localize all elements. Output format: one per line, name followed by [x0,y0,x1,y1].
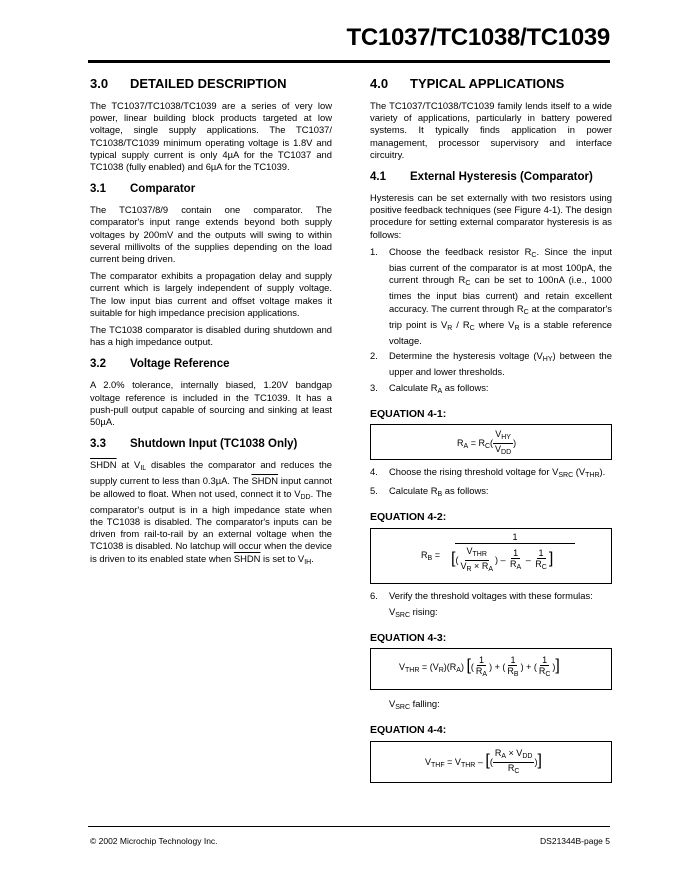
shdn-signal: SHDN [90,459,117,471]
symbol: V [516,747,523,758]
section-heading [90,76,332,91]
operator: = [470,437,476,448]
section-number: 3.0 [90,76,109,91]
subscript: C [545,671,551,679]
equation-body [457,429,516,458]
vsrc-falling-label [370,698,612,714]
list-item [370,590,612,602]
section-title: External Hysteresis (Comparator) [410,171,593,184]
bracket: ] [555,657,560,675]
text: Verify the threshold voltages with these formulas: [389,589,593,601]
text: Calculate R [389,485,438,497]
header-rule [88,60,610,63]
footer-page-number: DS21344B-page 5 [540,836,610,846]
equation-lhs [421,549,440,565]
equation-label: EQUATION 4-2: [370,511,447,524]
paragraph: A 2.0% tolerance, internally biased, 1.20V bandgap voltage reference is included in the TC1039. It has a push-pull output capable of sourcing and sinking at least 50µA. [90,379,332,428]
bracket: [ [485,751,490,769]
numerator [465,546,489,561]
denominator [537,666,553,680]
text: (V [573,466,586,478]
list-number: 4. [370,466,378,478]
paren: ( [470,662,474,673]
subscript: A [482,671,488,679]
equation-label: EQUATION 4-1: [370,407,447,420]
text: Calculate R [389,381,438,393]
denominator [493,444,513,458]
operator: + [494,662,500,673]
subscript: C [541,563,547,571]
symbol: R [475,666,483,677]
fraction [537,655,556,680]
symbol: V [454,756,461,767]
subscript: IH [304,558,312,566]
numerator: 1 [538,547,544,558]
denominator [458,561,495,575]
paren: ( [455,554,459,565]
text: Choose the rising threshold voltage for V [389,466,559,478]
paragraph: The TC1037/8/9 contain one comparator. The comparator's input range extends beyond both supply voltages by 200mV and the outputs will swing to within several millivolts of the supplies depending on the load current being driven. [90,204,332,265]
paren: ( [489,756,493,767]
section-title: TYPICAL APPLICATIONS [410,76,565,91]
symbol: V [389,698,396,710]
subscript: A [456,667,461,675]
symbol: V [389,605,396,617]
paren: ( [446,662,450,673]
text: Determine the hysteresis voltage (V [389,350,543,362]
bracket: [ [451,549,456,567]
bracket: ] [548,549,554,567]
section-heading [370,76,612,91]
text: is set to V [260,552,305,564]
text: input cannot be allowed to float. When not used, connect it to V [90,475,333,499]
numerator: 1 [513,547,519,558]
numerator [493,748,535,763]
text: rising: [410,605,438,617]
text: as follows: [442,485,489,497]
symbol: R [478,437,485,448]
paren: ) [513,437,517,448]
operator: + [526,662,532,673]
equation-body [425,748,542,777]
paren: ) [520,662,524,673]
symbol: R [507,762,515,773]
numerator [493,429,513,444]
procedure-list [370,246,612,398]
paren: ) [443,662,447,673]
list-item [370,350,612,378]
text: / R [452,318,470,330]
paren: ) [552,662,556,673]
section-title: Shutdown Input (TC1038 Only) [130,438,298,451]
symbol: V [495,429,502,440]
subsection-heading [90,183,332,196]
subsection-heading [370,171,612,184]
symbol: V [495,444,502,455]
subscript: A [463,442,469,450]
subsection-heading [90,358,332,371]
section-title: DETAILED DESCRIPTION [130,76,287,91]
section-number: 4.1 [370,171,386,184]
equation-4-4 [370,741,612,783]
subscript: DD [501,449,512,457]
section-number: 4.0 [370,76,389,91]
text: ) between the upper and lower thresholds. [389,350,612,378]
text: Choose the feedback resistor R [389,245,532,257]
subscript: THF [431,761,445,769]
subscript: A [516,563,522,571]
fraction [533,548,549,573]
shdn-signal: SHDN [251,475,279,487]
equation-4-3 [370,648,612,690]
list-number: 6. [370,589,378,601]
list-number: 1. [370,245,378,257]
operator: – [525,554,531,565]
subscript: A [501,752,506,760]
footer-rule [88,826,610,827]
equation-body [399,655,560,680]
footer-copyright: © 2002 Microchip Technology Inc. [90,836,218,846]
denominator [506,763,522,777]
symbol: V [399,662,406,673]
symbol: R [494,747,502,758]
operator: = [447,756,453,767]
symbol: R [507,666,514,677]
subscript: R [447,324,453,332]
subscript: HY [542,356,553,364]
text: at the comparator's trip point is V [389,302,612,330]
fraction [493,747,538,777]
right-column [370,76,612,783]
denominator [533,559,549,573]
subscript: THR [460,761,476,769]
text: disables the comparator and reduces the supply current to less than 0.3µA. The [90,459,333,487]
fraction [474,655,489,680]
text: as follows: [442,381,489,393]
subscript: R [466,565,472,573]
numerator: 1 [479,655,485,666]
bracket: ] [537,751,542,769]
paren: ) [534,756,538,767]
subscript: R [438,667,444,675]
page-title: TC1037/TC1038/TC1039 [346,24,610,51]
fraction [508,548,523,573]
symbol: R [535,558,542,569]
symbol: V [460,560,467,571]
operator: × [508,747,514,758]
subscript: THR [405,667,420,675]
paren: ( [533,662,537,673]
text: is a stable reference voltage. [389,318,612,347]
subscript: R [514,324,520,332]
fraction [458,546,495,575]
subscript: HY [501,434,511,442]
fraction [505,655,520,680]
bracket: [ [466,657,471,675]
procedure-list [370,466,612,501]
paragraph: The comparator exhibits a propagation delay and supply current which is largely independent of supply voltage. The low input bias current and offset voltage makes it suitable for high impedance precision applications. [90,270,332,318]
subscript: A [437,387,443,395]
subsection-heading [90,438,332,451]
symbol: R [457,437,464,448]
left-column [90,76,332,574]
operator: × [474,560,480,571]
text: . The comparator's output is in a high impedance state when the TC1038 is disabled. The comparator's inputs can be driven from rail-to-rail by an external voltage when the TC1038 is disabled. No latchup will occur when the device is driven to its enabled state when [90,487,332,564]
subscript: C [469,324,475,332]
subscript: B [513,671,519,679]
subscript: C [465,280,471,288]
paren: ( [429,662,433,673]
subscript: C [514,767,520,775]
list-number: 3. [370,381,378,393]
paren: ) [460,662,464,673]
symbol: R [481,560,489,571]
list-item [370,246,612,347]
symbol: V [425,756,432,767]
fraction [493,429,513,458]
section-number: 3.1 [90,183,106,196]
paragraph: The TC1037/TC1038/TC1039 are a series of very low power, linear building block products targeted at low voltage, single supply applications. The TC1037/ TC1038/TC1039 minimum operating voltage is 1.8V and typical supply current is only 4µA for the TC1037 and TC1038 (fully enabled) and 6µA for the TC1039. [90,100,332,173]
text: ). [599,466,606,478]
equation-label: EQUATION 4-3: [370,632,447,645]
text: falling: [410,698,440,710]
subscript: IL [140,465,147,473]
denominator [508,559,523,573]
paragraph: The TC1038 comparator is disabled during shutdown and has a high impedance output. [90,324,332,348]
operator: – [477,756,483,767]
numerator: 1 [542,655,548,666]
equation-denominator [451,546,553,575]
paren: ( [502,662,506,673]
equation-numerator: 1 [455,532,575,544]
paren: ) [489,662,493,673]
list-item [370,485,612,501]
subscript: B [437,491,443,499]
list-number: 5. [370,485,378,497]
section-number: 3.2 [90,358,106,371]
text: where V [474,318,515,330]
symbol: V [466,545,473,556]
operator: = [434,549,440,560]
operator: = [421,662,428,673]
paren: ) [495,554,498,565]
vsrc-rising-label [370,606,612,622]
text: . Since the input bias current of the comparator is at most 100pA, the current through R [389,245,612,286]
numerator: 1 [510,655,516,666]
shdn-signal: SHDN [233,552,261,564]
section-title: Voltage Reference [130,358,230,371]
paragraph: Hysteresis can be set externally with two resistors using positive feedback techniques (see Figure 4-1). The design procedure for setting external comparator hysteresis is as follows: [370,192,612,240]
subscript: SRC [558,472,574,480]
subscript: A [488,565,493,573]
paren: ( [490,437,494,448]
subscript: C [531,251,537,259]
symbol: R [538,666,546,677]
operator: – [500,554,506,565]
text: can be set to 100nA (i.e., 1000 times the input bias current) and retain excellent accuracy. The current through R [389,274,612,314]
paragraph [90,459,332,569]
denominator [474,666,489,680]
subscript: DD [300,493,311,501]
subscript: C [523,308,529,316]
section-title: Comparator [130,183,196,196]
subscript: SRC [395,704,411,712]
subscript: THR [585,472,600,480]
subscript: SRC [395,611,411,619]
procedure-list [370,590,612,602]
subscript: DD [522,752,533,760]
list-item [370,382,612,398]
equation-4-1 [370,424,612,460]
equation-4-2 [370,528,612,584]
symbol: R [421,549,428,560]
subscript: B [427,554,433,562]
text: . [311,552,314,564]
text: at V [116,459,141,471]
subscript: C [484,442,491,450]
list-item [370,466,612,482]
symbol: R [510,558,517,569]
symbol: R [449,662,457,673]
symbol: V [432,662,439,673]
denominator [505,666,520,680]
list-number: 2. [370,350,378,362]
subscript: THR [472,550,487,558]
paragraph: The TC1037/TC1038/TC1039 family lends itself to a wide variety of applications, particularly in battery powered systems. It typically finds application in power management, processor supervisory and interface circuitry. [370,100,612,160]
section-number: 3.3 [90,438,106,451]
equation-label: EQUATION 4-4: [370,724,447,737]
